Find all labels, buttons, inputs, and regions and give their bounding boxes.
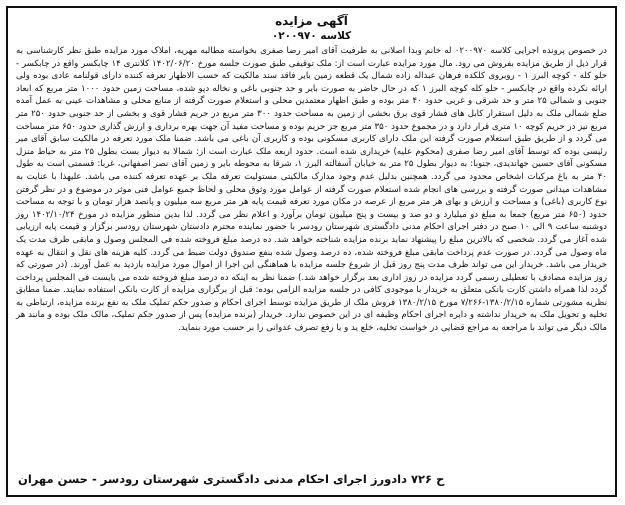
notice-body-text: در خصوص پرونده اجرایی کلاسه ۰۲۰۰۹۷۰ له خانم وبدا اصلانی به طرفیت آقای امیر رضا صفری بخواسته مطالبه مهریه، املاک مورد مزایده طبق نظر کارشناسی به قرار ذیل از طریق مزایده بفروش می رود. مال مورد مزایده عبارت است از: ملک توقیفی طبق صورت جلسه مورخ ۱۴۰۲/۰۶/۲۰ کلانتری ۱۴ چابکسر واقع در چابکسر - حلو کله - کوچه البرز ۱ - روبروی کلکده فرهان عبداله زاده شمال یک قطعه زمین بایر فاقد سند مالکیت که حسب الاظهار تعرفه کننده دارای قولنامه عادی بوده ولی ارائه نکرده واقع در چابکسر - حلو کله کوچه البرز ۱ که در حال حاضر به صورت بایر و حد جنوبی باغی و نخاله دپو شده، مساحت زمین حدود ۱۰۰۰ متر مربع که ابعاد جنوبی و شمالی ۲۵ متر و حد شرقی و غربی حدود ۴۰ متر بوده و طبق اظهار معتمدین محلی و استعلام صورت گرفته از منابع محلی و مشاهدات عینی به عمل آمده ضلع شمالی ملک به دلیل استقرار کابل های فشار قوی برق بخشی از زمین به مساحت حدود ۳۰۰ متر مربع در حریم فشار قوی و بخشی از حد جنوبی حدود ۲۵۰ متر مربع نیز در حریم کوچه ۱۰ متری قرار دارد و در مجموع حدود ۳۵۰ متر مربع جز حریم بوده و مساحت مفید آن جهت بهره برداری و ارزش گذاری حدود ۶۵۰ متر مساحت می گردد و از طریق طبق استعلام صورت گرفته این ملک دارای کاربری مسکونی بوده و کاربری آن باغی می باشد. ضمنا ملک مورد تعرفه در مالکیت سابق آقای میر رئیسی بوده که توسط آقای امیر رضا صفری (محکوم علیه) خریداری شده است. حدود اربعه ملک عبارت است از: شمالا به دیوار بست بطول ۲۵ متر به حیاط منزل مسکونی آقای حسین جهاندیدی، جنوبا: به دیوار بطول ۲۵ متر به خیابان آسفالته البرز ۱، شرقا به محوطه بایر و زمین آقای نصر اصفهانی، غربا: قسمتی است به طول ۴۰ متر به باغ مرکبات اشخاص محدود می گردد. همچنین بدلیل عدم وجود مدارک مالکیتی مستولیت تعرفه ملک بر عهده تعرفه کننده می باشد. علیهذا با عنایت به مشاهدات میدانی صورت گرفته و بررسی های انجام شده استعلام صورت گرفته از عوامل مورد وثوق محلی و لحاظ جمیع عوامل فنی موثر در موضوع و در نظر گرفتن نوع کاربری (باغی) و مساحت و ارزش و بهای هر متر مربع از عرصه در مکان مورد تعرفه قیمت پایه هر متر مربع سه میلیون و پانصد هزار تومان و با توجه به مساحت حدود (۶۵۰ متر مربع) جمعا به مبلغ دو میلیارد و دو صد و بیست و پنج میلیون تومان برآورد و اعلام نظر می گردد. لذا بدین منظور مزایده در مورخ ۱۴۰۲/۱۰/۲۴ روز دوشنبه ساعت ۹ الی ۱۰ صبح در دفتر اجرای احکام مدنی دادگستری شهرستان رودسر با حضور نماینده محترم دادستان شهرستان رودسر برگزار و قیمت پایه ارزیابی شده آغاز می گردد. شخصی که بالاترین مبلغ را پیشنهاد نماید برنده مزایده شناخته خواهد شد. ده درصد مبلغ فروخته شده فی المجلس وصول و مابقی ظرف مدت یک ماه وصول می گردد. در صورت عدم پرداخت مابقی مبلغ فروخته شده، ده درصد وصول شده بنفع صندوق دولت ضبط می گردد. کلیه هزینه های نقل و انتقال به عهده خریدار می باشد. خریدار این می تواند ظرف مدت پنج روز قبل از شروع جلسه مزایده با هماهنگی این اجرا از اموال مورد مزایده بازدید به عمل آورند. (در صورتی که روز مزایده مصادف با تعطیلی رسمی گردد مزایده در روز اداری بعد برگزار خواهد شد.) ضمنا نظر به اینکه ده درصد مبلغ فروخته شده می بایست فی المجلس پرداخت گردد لذا همراه داشتن کارت بانکی متعلق به خریدار با موجودی کافی در جلسه مزایده الزامی بوده: قبل از برگزاری مزایده از کارت بانکی استفاده نمایند. ضمنا مطابق نظریه مشورتی شماره ۱۳۸۰/۲/۱۵-۷/۲۶۶ مورخ ۱۳۸۰/۲/۱۵ فروش ملک از طریق مزایده توسط اجرای احکام و صدور حکم تملیک ملک به نفع برنده مزایده، ارتباطی به تخلیه و تحویل ملک به خریدار نداشته و دایره اجرای احکام وظیفه ای در این خصوص ندارد. خریدار (برنده مزایده) پس از صدور حکم تملیک، مالک ملک بوده و مانند هر مالک دیگر می تواند با مراجعه به مراجع قضایی در خواست تخلیه، خلع ید و یا رفع تصرف عدوانی را بر حسب مورد بنماید. <box>16 46 608 334</box>
case-file-number: کلاسه ۰۲۰۰۹۷۰ <box>271 30 352 42</box>
auction-notice <box>6 6 617 497</box>
notice-heading: آگهی مزایده <box>275 14 348 28</box>
notice-signature: ح ۷۲۶ دادورز اجرای احکام مدنی دادگستری شهرستان رودسر - حسن مهران <box>18 472 445 486</box>
